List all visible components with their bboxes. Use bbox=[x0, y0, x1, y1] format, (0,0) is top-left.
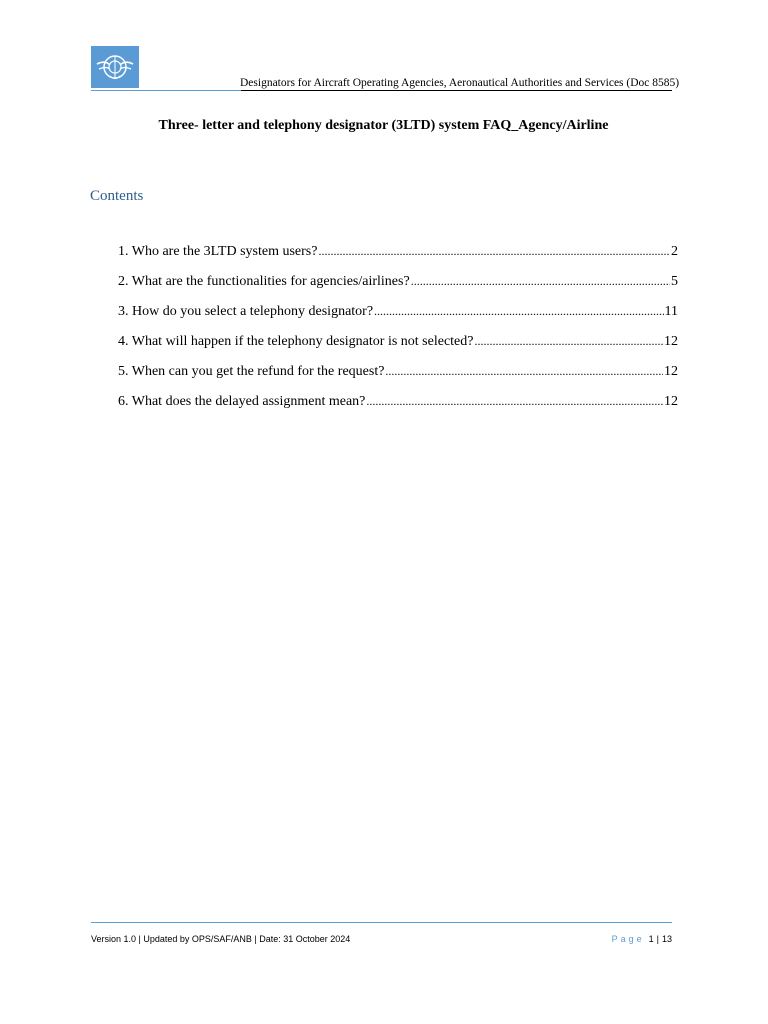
toc-leader bbox=[385, 364, 663, 380]
toc-item-label: 1. Who are the 3LTD system users? bbox=[118, 244, 318, 259]
toc-item-page: 2 bbox=[671, 244, 678, 259]
toc-item-label: 6. What does the delayed assignment mean? bbox=[118, 394, 366, 409]
toc-item-label: 5. When can you get the refund for the request? bbox=[118, 364, 385, 379]
table-of-contents bbox=[118, 244, 678, 424]
toc-item-label: 4. What will happen if the telephony designator is not selected? bbox=[118, 334, 474, 349]
page-total: 13 bbox=[661, 934, 672, 944]
toc-item[interactable] bbox=[118, 274, 678, 304]
toc-item-page: 5 bbox=[671, 274, 678, 289]
toc-item[interactable] bbox=[118, 334, 678, 364]
page-current: 1 bbox=[648, 934, 654, 944]
toc-item-label: 2. What are the functionalities for agencies/airlines? bbox=[118, 274, 410, 289]
contents-heading: Contents bbox=[90, 188, 144, 204]
toc-leader bbox=[366, 394, 663, 410]
toc-item[interactable] bbox=[118, 304, 678, 334]
toc-leader bbox=[474, 334, 663, 350]
footer-page-number bbox=[612, 934, 672, 944]
footer-rule bbox=[91, 922, 672, 923]
toc-item[interactable] bbox=[118, 394, 678, 424]
document-title: Three- letter and telephony designator (3LTD) system FAQ_Agency/Airline bbox=[158, 118, 609, 133]
toc-item-page: 12 bbox=[664, 394, 678, 409]
toc-item-page: 12 bbox=[664, 334, 678, 349]
toc-item-label: 3. How do you select a telephony designator? bbox=[118, 304, 374, 319]
icao-logo bbox=[91, 46, 139, 88]
toc-item[interactable] bbox=[118, 244, 678, 274]
header-accent-rule bbox=[91, 90, 241, 91]
toc-item-page: 11 bbox=[664, 304, 678, 319]
running-header: Designators for Aircraft Operating Agencies, Aeronautical Authorities and Services (Doc 8585) bbox=[240, 77, 680, 89]
toc-item[interactable] bbox=[118, 364, 678, 394]
page-label: Page bbox=[611, 934, 645, 944]
toc-leader bbox=[374, 304, 663, 320]
footer-version: Version 1.0 | Updated by OPS/SAF/ANB | Date: 31 October 2024 bbox=[91, 934, 351, 944]
page-separator: | bbox=[656, 934, 659, 944]
toc-item-page: 12 bbox=[664, 364, 678, 379]
icao-emblem-icon bbox=[91, 46, 139, 88]
toc-leader bbox=[318, 244, 670, 260]
toc-leader bbox=[411, 274, 670, 290]
